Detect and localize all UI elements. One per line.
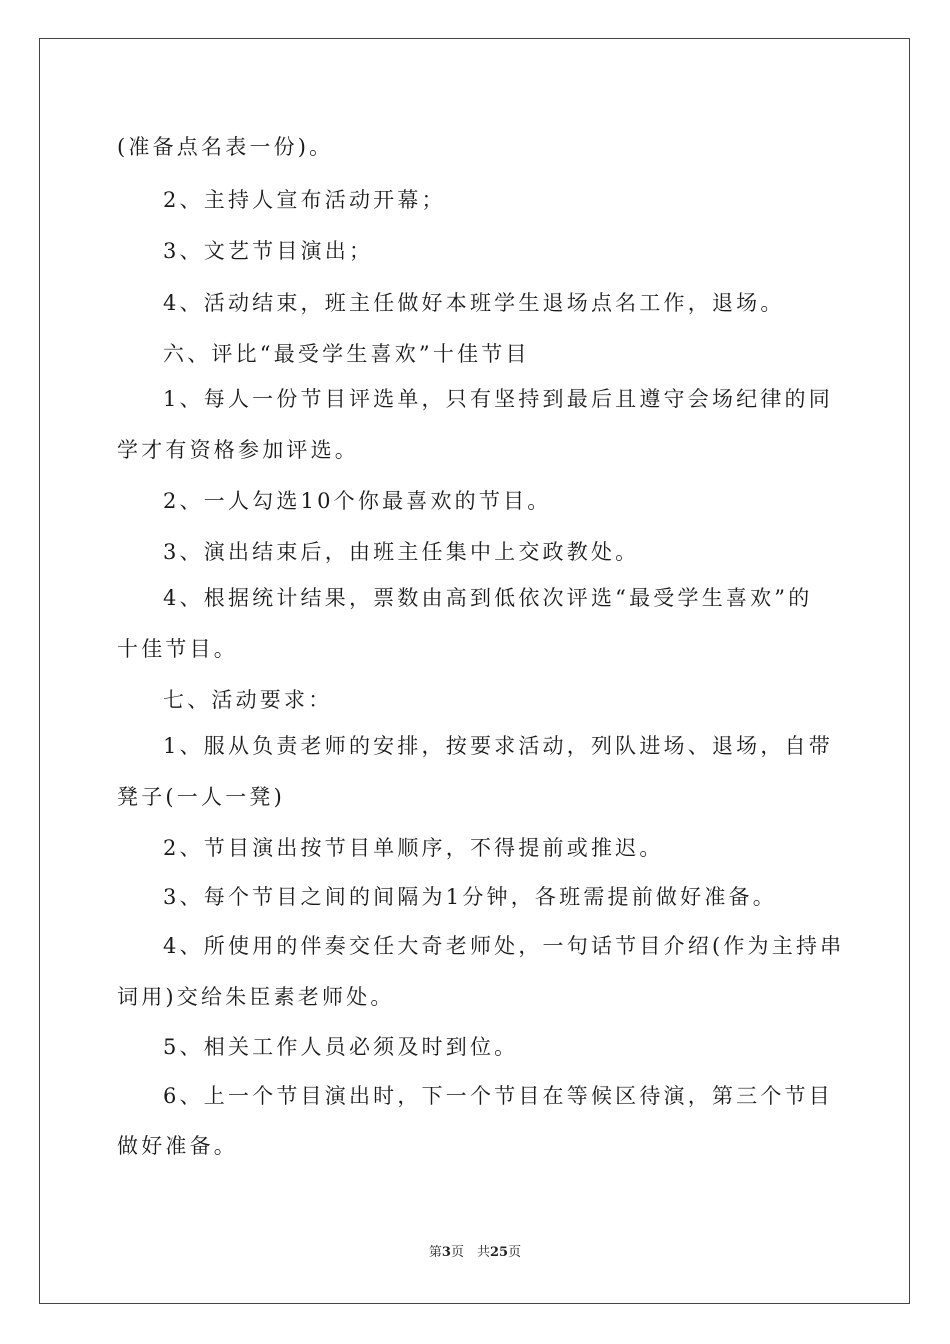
- section-heading: 六、评比“最受学生喜欢”十佳节目: [163, 342, 530, 366]
- text-line: 1、每人一份节目评选单，只有坚持到最后且遵守会场纪律的同: [163, 387, 833, 411]
- text-line: 凳子(一人一凳): [117, 785, 285, 809]
- text-line: 词用)交给朱臣素老师处。: [117, 985, 395, 1009]
- text-line: 3、演出结束后，由班主任集中上交政教处。: [163, 540, 640, 564]
- text-line: 做好准备。: [117, 1134, 238, 1158]
- text-line: 2、一人勾选10个你最喜欢的节目。: [163, 489, 552, 513]
- text-line: 4、活动结束，班主任做好本班学生退场点名工作，退场。: [163, 291, 785, 315]
- text-line: 学才有资格参加评选。: [117, 438, 359, 462]
- footer-page-suffix: 页: [508, 1245, 522, 1260]
- text-line: 5、相关工作人员必须及时到位。: [163, 1035, 519, 1059]
- footer-page-total: 25: [489, 1245, 509, 1260]
- text-line: 十佳节目。: [117, 637, 238, 661]
- text-line: 4、所使用的伴奏交任大奇老师处，一句话节目介绍(作为主持串: [163, 934, 845, 958]
- footer-page-mid: 页 共: [450, 1245, 490, 1260]
- text-line: (准备点名表一份)。: [117, 135, 334, 159]
- page-border: [39, 38, 910, 1304]
- text-line: 4、根据统计结果，票数由高到低依次评选“最受学生喜欢”的: [163, 586, 813, 610]
- text-line: 6、上一个节目演出时，下一个节目在等候区待演，第三个节目: [163, 1084, 833, 1108]
- page-footer: [0, 1244, 950, 1262]
- text-line: 3、文艺节目演出；: [163, 239, 374, 263]
- text-line: 3、每个节目之间的间隔为1分钟，各班需提前做好准备。: [163, 885, 777, 909]
- text-line: 2、主持人宣布活动开幕；: [163, 188, 446, 212]
- footer-page-prefix: 第: [428, 1245, 442, 1260]
- footer-page-current: 3: [441, 1245, 451, 1260]
- text-line: 2、节目演出按节目单顺序，不得提前或推迟。: [163, 836, 664, 860]
- text-line: 1、服从负责老师的安排，按要求活动，列队进场、退场，自带: [163, 734, 833, 758]
- section-heading: 七、活动要求：: [163, 688, 333, 712]
